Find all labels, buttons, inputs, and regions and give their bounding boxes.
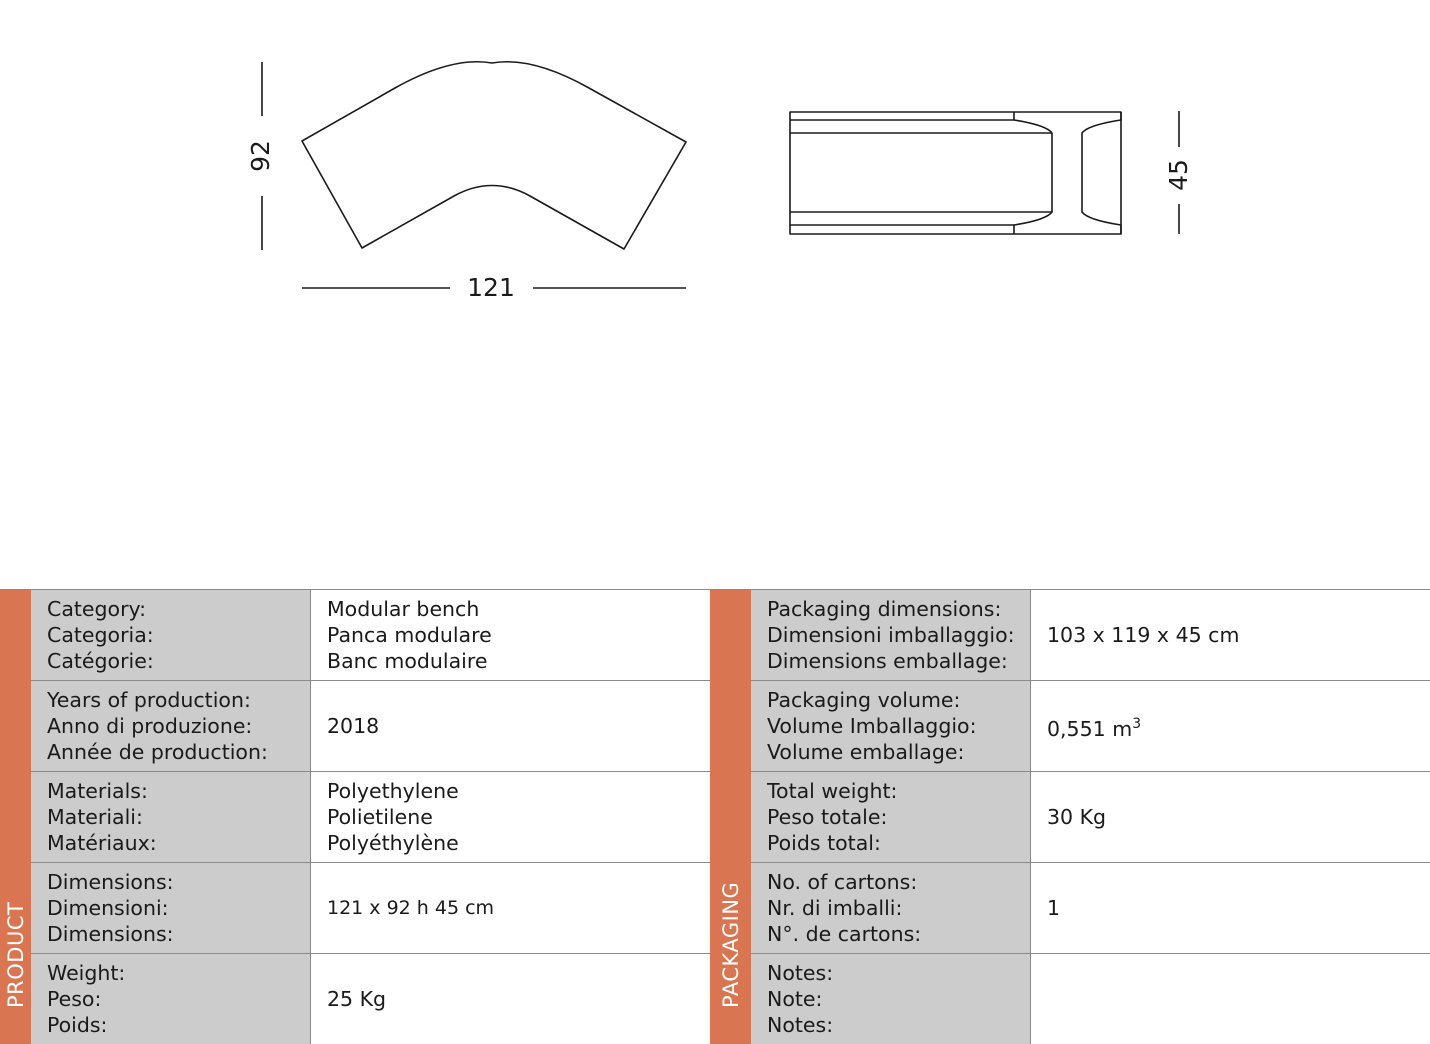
label-it: Dimensioni imballaggio:: [767, 623, 1015, 647]
product-label-cell: [31, 772, 311, 862]
label-it: Dimensioni:: [47, 896, 169, 920]
value: [1047, 711, 1141, 742]
value: 25 Kg: [327, 987, 387, 1011]
label-en: Notes:: [767, 961, 834, 985]
packaging-label-cell: [751, 954, 1031, 1044]
packaging-value-cell: [1031, 772, 1106, 862]
label-it: Note:: [767, 987, 823, 1011]
label-it: Materiali:: [47, 805, 143, 829]
label-fr: N°. de cartons:: [767, 922, 922, 946]
label-fr: Volume emballage:: [767, 740, 965, 764]
label-it: Nr. di imballi:: [767, 896, 903, 920]
label-it: Peso:: [47, 987, 102, 1011]
packaging-table: [710, 589, 1430, 1044]
label-fr: Année de production:: [47, 740, 268, 764]
product-value-cell: [311, 863, 494, 953]
product-label-cell: [31, 590, 311, 680]
label-en: No. of cartons:: [767, 870, 918, 894]
value-en: Modular bench: [327, 597, 480, 621]
packaging-row-weight: [751, 772, 1430, 863]
value: 2018: [327, 714, 380, 738]
packaging-value-cell: [1031, 954, 1047, 1044]
value-fr: Polyéthylène: [327, 831, 459, 855]
label-it: Peso totale:: [767, 805, 888, 829]
bench-top-outline: [302, 62, 686, 249]
product-value-cell: [311, 681, 379, 771]
value-fr: Banc modulaire: [327, 649, 488, 673]
label-it: Volume Imballaggio:: [767, 714, 977, 738]
product-value-cell: [311, 954, 386, 1044]
label-en: Packaging volume:: [767, 688, 961, 712]
label-en: Packaging dimensions:: [767, 597, 1002, 621]
label-en: Dimensions:: [47, 870, 174, 894]
product-table: [0, 589, 710, 1044]
product-band-label: PRODUCT: [3, 901, 28, 1008]
packaging-label-cell: [751, 590, 1031, 680]
value-en: Polyethylene: [327, 779, 459, 803]
product-row-materials: [31, 772, 710, 863]
label-it: Categoria:: [47, 623, 154, 647]
packaging-value-cell: [1031, 863, 1060, 953]
packaging-value-cell: [1031, 590, 1239, 680]
packaging-band: [710, 590, 751, 1044]
packaging-band-label: PACKAGING: [718, 881, 743, 1008]
product-band: [0, 590, 31, 1044]
label-en: Weight:: [47, 961, 126, 985]
product-row-years: [31, 681, 710, 772]
height-dimension-label: 92: [246, 140, 275, 172]
value-it: Polietilene: [327, 805, 433, 829]
label-fr: Poids total:: [767, 831, 881, 855]
packaging-row-dimensions: [751, 590, 1430, 681]
product-row-dimensions: [31, 863, 710, 954]
label-fr: Dimensions emballage:: [767, 649, 1008, 673]
packaging-row-notes: [751, 954, 1430, 1044]
technical-drawing: [0, 0, 1430, 330]
label-en: Total weight:: [767, 779, 898, 803]
packaging-value-cell: [1031, 681, 1141, 771]
packaging-label-cell: [751, 772, 1031, 862]
packaging-label-cell: [751, 681, 1031, 771]
product-label-cell: [31, 863, 311, 953]
width-dimension-label: 121: [467, 273, 515, 302]
product-value-cell: [311, 772, 459, 862]
value: 30 Kg: [1047, 805, 1107, 829]
label-en: Years of production:: [47, 688, 251, 712]
product-row-weight: [31, 954, 710, 1044]
product-rows: [31, 590, 710, 1044]
value-it: Panca modulare: [327, 623, 492, 647]
side-view: [790, 112, 1121, 234]
product-label-cell: [31, 954, 311, 1044]
side-height-dimension-label: 45: [1164, 159, 1193, 191]
label-fr: Dimensions:: [47, 922, 174, 946]
packaging-row-cartons: [751, 863, 1430, 954]
value: 103 x 119 x 45 cm: [1047, 623, 1240, 647]
label-it: Anno di produzione:: [47, 714, 253, 738]
packaging-row-volume: [751, 681, 1430, 772]
label-en: Materials:: [47, 779, 148, 803]
volume-exponent: 3: [1132, 715, 1142, 732]
value: 1: [1047, 896, 1061, 920]
packaging-label-cell: [751, 863, 1031, 953]
product-row-category: [31, 590, 710, 681]
label-fr: Matériaux:: [47, 831, 157, 855]
label-fr: Catégorie:: [47, 649, 154, 673]
product-value-cell: [311, 590, 492, 680]
top-view: [302, 62, 686, 249]
volume-value: 0,551 m: [1047, 716, 1133, 741]
label-fr: Poids:: [47, 1013, 108, 1037]
label-en: Category:: [47, 597, 147, 621]
product-label-cell: [31, 681, 311, 771]
packaging-rows: [751, 590, 1430, 1044]
label-fr: Notes:: [767, 1013, 834, 1037]
value: 121 x 92 h 45 cm: [327, 897, 495, 919]
